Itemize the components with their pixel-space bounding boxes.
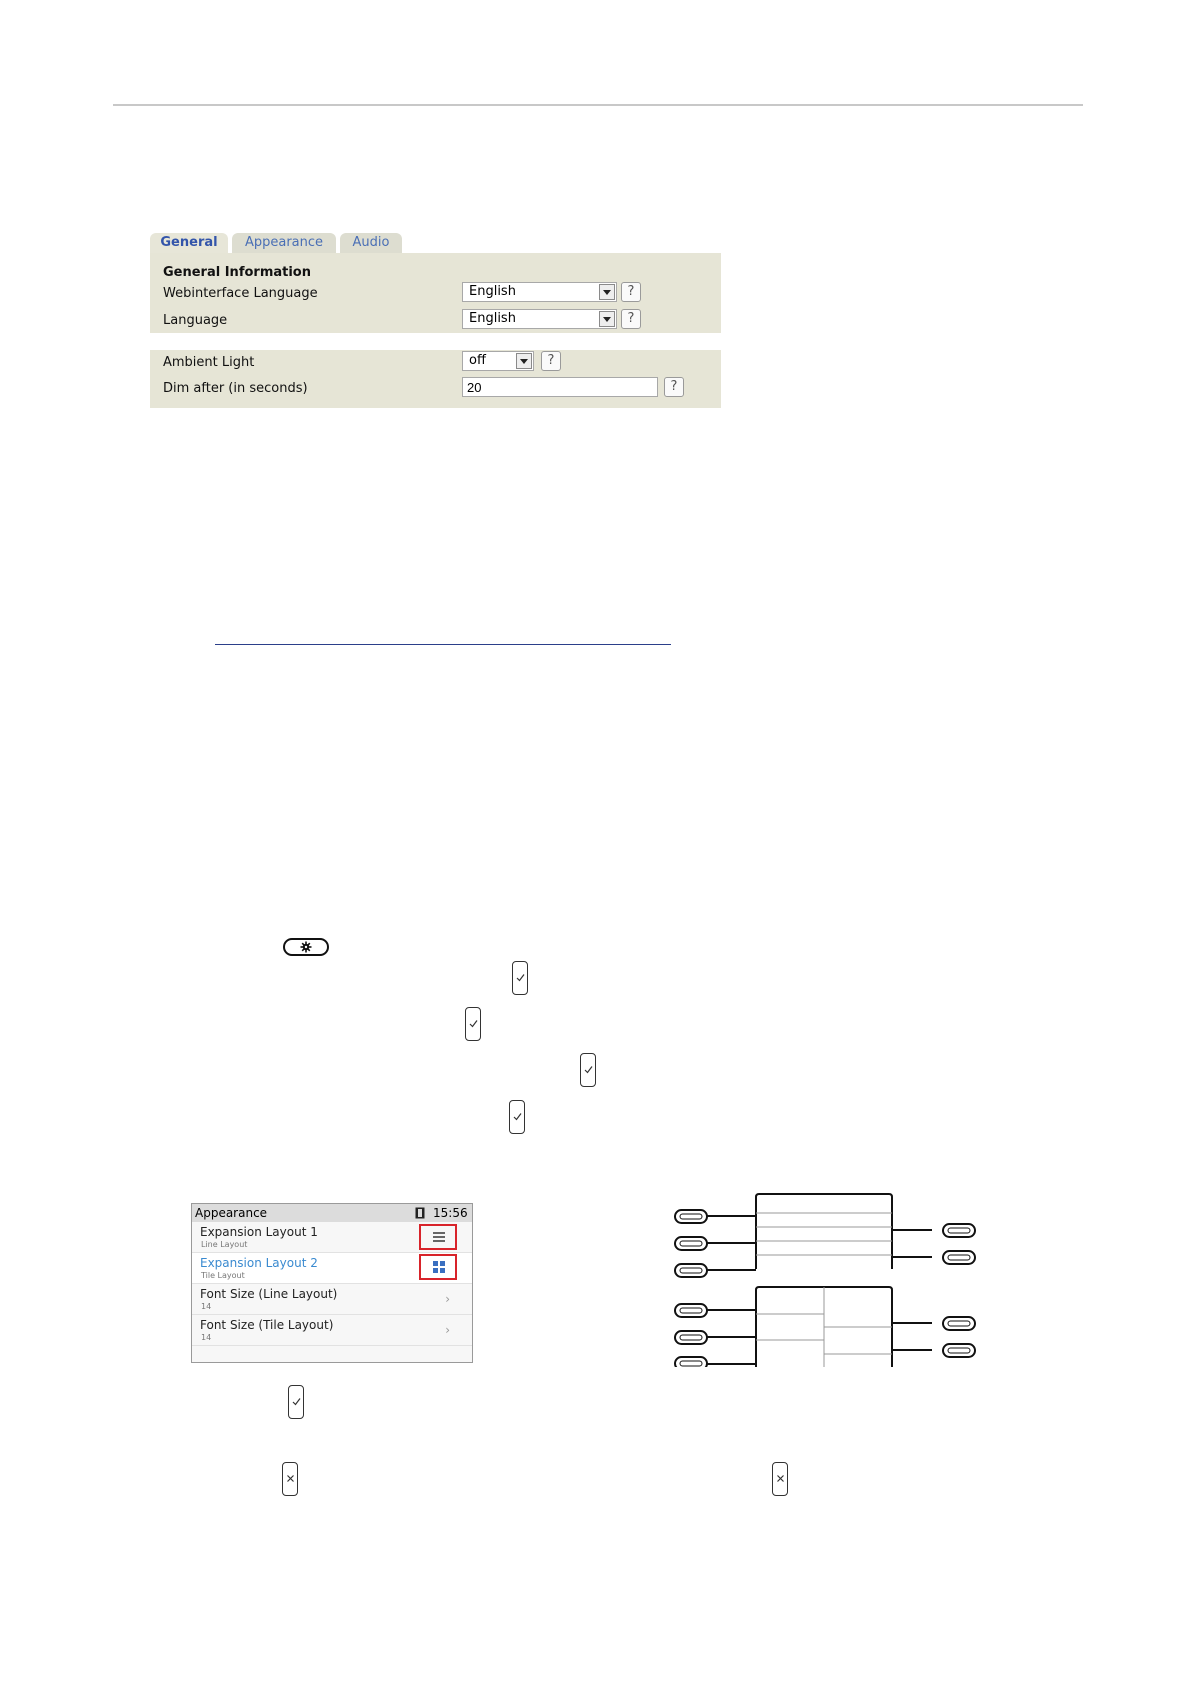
hyperlink-underline[interactable]	[215, 644, 671, 645]
check-icon	[584, 1065, 593, 1074]
select-value: English	[469, 311, 516, 326]
tab-audio[interactable]: Audio	[340, 233, 402, 253]
item-title: Expansion Layout 2	[200, 1256, 318, 1270]
phone-screen	[191, 1203, 473, 1363]
highlight-box	[419, 1254, 457, 1280]
cancel-key-icon	[282, 1462, 298, 1496]
language-select[interactable]	[462, 309, 617, 329]
dim-after-input[interactable]	[462, 377, 658, 397]
expansion-layout-diagram	[670, 1192, 990, 1367]
dropdown-arrow-icon[interactable]	[599, 284, 615, 300]
item-title: Expansion Layout 1	[200, 1225, 318, 1239]
tab-appearance[interactable]: Appearance	[232, 233, 336, 253]
list-item-selected[interactable]	[192, 1253, 472, 1284]
check-icon	[516, 973, 525, 982]
dropdown-arrow-icon[interactable]	[599, 311, 615, 327]
webinterface-language-select[interactable]	[462, 282, 617, 302]
help-button[interactable]: ?	[621, 309, 641, 329]
language-label: Language	[163, 313, 228, 328]
list-item[interactable]	[192, 1315, 472, 1346]
chevron-right-icon: ›	[445, 1292, 450, 1306]
select-value: English	[469, 284, 516, 299]
item-subtitle: 14	[201, 1302, 212, 1311]
screen-time: 15:56	[433, 1206, 468, 1220]
ambient-light-label: Ambient Light	[163, 355, 255, 370]
item-subtitle: Line Layout	[201, 1240, 248, 1249]
dim-after-label: Dim after (in seconds)	[163, 381, 308, 396]
item-subtitle: Tile Layout	[201, 1271, 245, 1280]
gear-icon	[299, 941, 313, 953]
screen-title: Appearance	[195, 1206, 268, 1220]
check-icon	[292, 1397, 301, 1406]
help-button[interactable]: ?	[621, 282, 641, 302]
tab-general[interactable]: General	[150, 233, 228, 253]
list-icon	[433, 1232, 445, 1242]
phone-status-icon	[415, 1207, 425, 1219]
grid-icon	[433, 1261, 445, 1273]
select-value: off	[469, 353, 486, 368]
check-icon	[469, 1019, 478, 1028]
ok-key-icon	[288, 1385, 304, 1419]
item-title: Font Size (Line Layout)	[200, 1287, 338, 1301]
close-icon	[286, 1474, 295, 1483]
item-title: Font Size (Tile Layout)	[200, 1318, 334, 1332]
list-item[interactable]	[192, 1284, 472, 1315]
general-info-panel	[150, 253, 721, 333]
list-item[interactable]	[192, 1222, 472, 1253]
check-icon	[513, 1112, 522, 1121]
item-subtitle: 14	[201, 1333, 212, 1342]
dropdown-arrow-icon[interactable]	[516, 353, 532, 369]
cancel-key-icon	[772, 1462, 788, 1496]
screen-header	[192, 1204, 472, 1222]
highlight-box	[419, 1224, 457, 1250]
ok-key-icon	[512, 961, 528, 995]
ok-key-icon	[509, 1100, 525, 1134]
ok-key-icon	[580, 1053, 596, 1087]
help-button[interactable]: ?	[664, 377, 684, 397]
settings-key-icon	[283, 938, 329, 956]
ambient-light-panel	[150, 350, 721, 408]
section-heading: General Information	[163, 265, 311, 280]
close-icon	[776, 1474, 785, 1483]
webinterface-language-label: Webinterface Language	[163, 286, 318, 301]
header-rule	[113, 104, 1083, 106]
chevron-right-icon: ›	[445, 1323, 450, 1337]
help-button[interactable]: ?	[541, 351, 561, 371]
ambient-light-select[interactable]	[462, 351, 534, 371]
ok-key-icon	[465, 1007, 481, 1041]
